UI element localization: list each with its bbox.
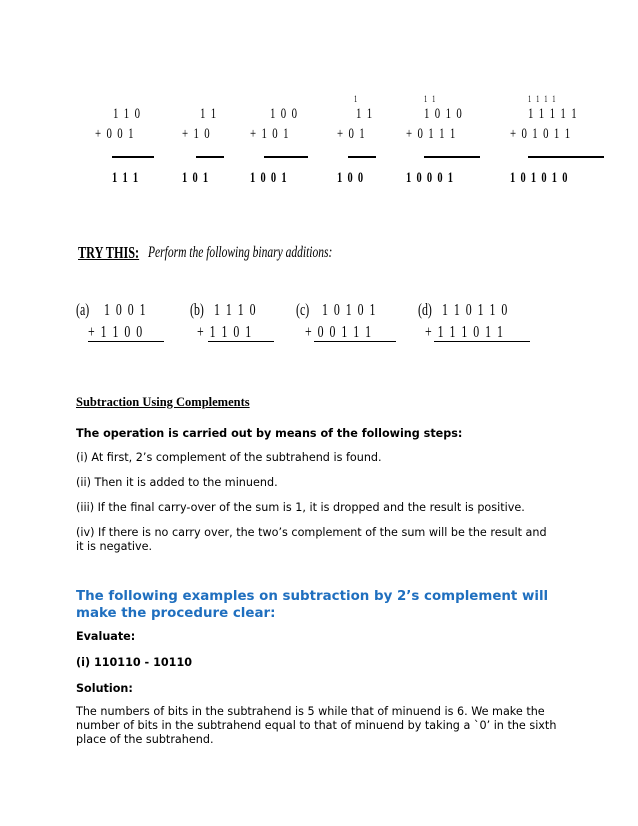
problem-b-bottom: + 1 1 0 1 xyxy=(197,322,252,341)
solution-text: The numbers of bits in the subtrahend is 5 while that of minuend is 6. We make the number of bits in the subtrahend equal to that of minuend by taking a `0’ in the sixth place of the subtrahend. xyxy=(76,705,557,746)
example-2-top: 1 1 xyxy=(200,106,217,122)
example-3-result: 1 0 0 1 xyxy=(250,170,287,186)
example-5-bottom: + 0 1 1 1 xyxy=(406,126,456,142)
example-6-carry: 1 1 1 1 xyxy=(528,94,556,104)
solution-label: Solution: xyxy=(76,682,133,695)
example-5-carry: 1 1 xyxy=(424,94,436,104)
example-4-top: 1 1 xyxy=(356,106,373,122)
example-4-rule xyxy=(348,156,376,158)
evaluate-label: Evaluate: xyxy=(76,630,136,643)
example-5-rule xyxy=(424,156,480,158)
problem-b-label: (b) xyxy=(190,300,204,319)
problem-b-top: 1 1 1 0 xyxy=(214,300,256,319)
step-4: (iv) If there is no carry over, the two’s complement of the sum will be the result and it is negative. xyxy=(76,526,547,553)
try-this-label: TRY THIS: xyxy=(78,243,140,262)
problem-a-top: 1 0 0 1 xyxy=(104,300,146,319)
example-2-bottom: + 1 0 xyxy=(182,126,210,142)
example-6-top: 1 1 1 1 1 xyxy=(528,106,577,122)
problem-a-rule xyxy=(88,341,164,342)
problem-i: (i) 110110 - 10110 xyxy=(76,656,193,669)
problem-c-bottom: + 0 0 1 1 1 xyxy=(305,322,372,341)
example-3-top: 1 0 0 xyxy=(270,106,297,122)
step-3: (iii) If the final carry-over of the sum is 1, it is dropped and the result is positive. xyxy=(76,501,525,514)
section-intro: The operation is carried out by means of the following steps: xyxy=(76,427,463,440)
problem-d-top: 1 1 0 1 1 0 xyxy=(442,300,508,319)
try-this-instruction: Perform the following binary additions: xyxy=(148,244,333,261)
example-4-carry: 1 xyxy=(354,94,358,104)
step-1: (i) At first, 2’s complement of the subtrahend is found. xyxy=(76,451,382,464)
problem-c-label: (c) xyxy=(296,300,310,319)
examples-heading: The following examples on subtraction by 2’s complement will make the procedure clear: xyxy=(76,589,549,621)
problem-d-label: (d) xyxy=(418,300,432,319)
example-2-rule xyxy=(196,156,224,158)
section-title: Subtraction Using Complements xyxy=(76,395,250,409)
problem-a-bottom: + 1 1 0 0 xyxy=(88,322,143,341)
problem-a-label: (a) xyxy=(76,300,90,319)
example-1-result: 1 1 1 xyxy=(112,170,139,186)
example-3-rule xyxy=(264,156,308,158)
step-2: (ii) Then it is added to the minuend. xyxy=(76,476,278,489)
example-3-bottom: + 1 0 1 xyxy=(250,126,289,142)
example-2-result: 1 0 1 xyxy=(182,170,209,186)
problem-b-rule xyxy=(208,341,274,342)
example-5-top: 1 0 1 0 xyxy=(424,106,462,122)
example-6-result: 1 0 1 0 1 0 xyxy=(510,170,568,186)
problem-c-top: 1 0 1 0 1 xyxy=(322,300,376,319)
problem-d-bottom: + 1 1 1 0 1 1 xyxy=(425,322,503,341)
problem-d-rule xyxy=(434,341,530,342)
example-6-bottom: + 0 1 0 1 1 xyxy=(510,126,571,142)
example-4-bottom: + 0 1 xyxy=(337,126,365,142)
example-1-rule xyxy=(112,156,154,158)
example-1-top: 1 1 0 xyxy=(113,106,140,122)
problem-c-rule xyxy=(314,341,396,342)
example-5-result: 1 0 0 0 1 xyxy=(406,170,453,186)
example-1-bottom: + 0 0 1 xyxy=(95,126,134,142)
example-4-result: 1 0 0 xyxy=(337,170,364,186)
example-6-rule xyxy=(528,156,604,158)
